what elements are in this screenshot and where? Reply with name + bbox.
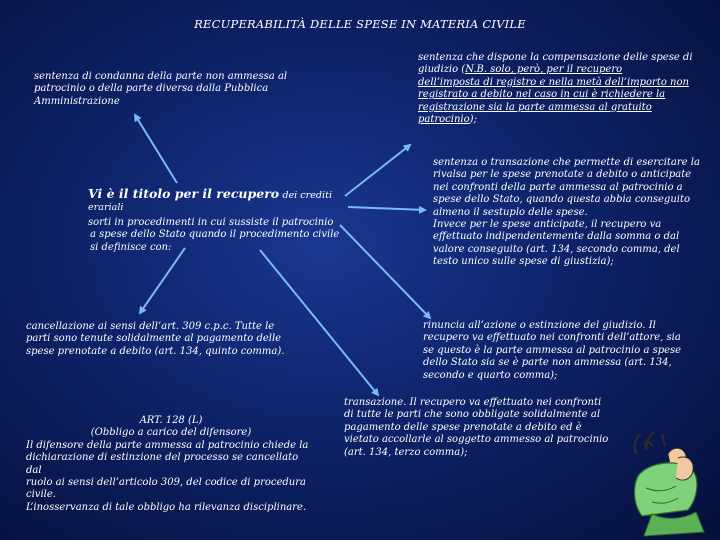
node-line-underlined: dell’imposta di registro e nella metà dell’importo non bbox=[418, 76, 689, 88]
node-line: cancellazione ai sensi dell’art. 309 c.p.c. Tutte le bbox=[26, 321, 275, 332]
central-heading bbox=[88, 188, 350, 215]
node-line: ruolo ai sensi dell’articolo 309, del codice di procedura bbox=[26, 477, 306, 489]
node-line: parti sono tenute solidalmente al pagamento delle bbox=[26, 333, 282, 345]
node-line: spese dello Stato, quando questa abbia conseguito bbox=[433, 194, 691, 206]
node-sentenza-condanna bbox=[34, 71, 304, 108]
node-line: dello Stato sia se è parte non ammessa (art. 134, bbox=[423, 357, 672, 369]
node-line: almeno il sestuplo delle spese. bbox=[433, 206, 588, 218]
node-rinuncia bbox=[423, 320, 708, 382]
arrow-to-middle-right bbox=[348, 207, 425, 210]
central-lead: Vi è il titolo per il recupero bbox=[88, 186, 280, 201]
node-text-underlined: patrocinio bbox=[418, 114, 470, 126]
arrow-to-lower-left bbox=[140, 248, 185, 313]
node-line-underlined: registrazione sia la parte ammessa al gratuito bbox=[418, 101, 652, 113]
node-line-mixed bbox=[418, 64, 708, 76]
node-line: pagamento delle spese prenotate a debito ed è bbox=[344, 421, 582, 433]
node-line: patrocinio o della parte diversa dalla Pubblica bbox=[34, 83, 269, 95]
node-line: se questo è la parte ammessa al patrocinio a spese bbox=[423, 344, 682, 356]
puzzled-figure-illustration bbox=[618, 418, 718, 538]
central-node bbox=[88, 188, 350, 254]
node-line: sentenza che dispone la compensazione delle spese di bbox=[418, 52, 693, 63]
node-line: effettuato indipendentemente dalla somma o dal bbox=[433, 231, 680, 243]
node-text: giudizio ( bbox=[418, 64, 466, 76]
node-line: rivalsa per le spese prenotate a debito o anticipate bbox=[433, 169, 692, 181]
node-sentenza-compensazione bbox=[418, 52, 708, 126]
node-line: recupero va effettuato nei confronti dell’attore, sia bbox=[423, 332, 681, 344]
node-line: di tutte le parti che sono obbligate solidalmente al bbox=[344, 409, 601, 421]
node-text-underlined: N.B. solo, però, per il recupero bbox=[465, 64, 623, 76]
node-line: dichiarazione di estinzione del processo se cancellato dal bbox=[26, 452, 299, 476]
central-line: a spese dello Stato quando il procedimento civile bbox=[90, 229, 340, 241]
central-line: sorti in procedimenti in cui sussiste il patrocinio bbox=[88, 216, 334, 228]
node-line: rinuncia all’azione o estinzione del giudizio. Il bbox=[423, 320, 656, 331]
arrow-to-top-right bbox=[345, 145, 410, 196]
node-text: ); bbox=[469, 114, 477, 126]
arrow-to-top-left bbox=[135, 115, 177, 183]
node-line: testo unico sulle spese di giustizia); bbox=[433, 256, 614, 268]
node-sentenza-transazione-rivalsa bbox=[433, 157, 715, 269]
node-art-128 bbox=[26, 415, 316, 514]
node-line: Amministrazione bbox=[34, 95, 120, 107]
node-line: valore conseguito (art. 134, secondo comma, del bbox=[433, 243, 680, 255]
article-heading: ART. 128 (L) bbox=[139, 415, 203, 426]
node-line: secondo e quarto comma); bbox=[423, 369, 558, 381]
node-line: nei confronti della parte ammessa al patrocinio a bbox=[433, 181, 683, 193]
central-lead-tail: dei crediti erariali bbox=[88, 190, 333, 214]
node-line: sentenza o transazione che permette di esercitare la bbox=[433, 157, 700, 168]
arrow-to-lower-right bbox=[340, 225, 430, 318]
node-line-mixed bbox=[418, 114, 708, 126]
node-line-underlined: registrato a debito nel caso in cui è richiedere la bbox=[418, 89, 666, 101]
node-line: transazione. Il recupero va effettuato nei confronti bbox=[344, 397, 602, 408]
node-line: Il difensore della parte ammessa al patrocinio chiede la bbox=[26, 439, 309, 451]
node-line: L’inosservanza di tale obbligo ha rilevanza disciplinare. bbox=[26, 501, 307, 513]
node-line: Invece per le spese anticipate, il recupero va bbox=[433, 219, 662, 231]
node-transazione bbox=[344, 397, 619, 459]
node-cancellazione bbox=[26, 321, 296, 358]
node-line: (art. 134, terzo comma); bbox=[344, 446, 468, 458]
node-line: civile. bbox=[26, 489, 56, 501]
node-line: vietato accollarle al soggetto ammesso al patrocinio bbox=[344, 434, 609, 446]
node-line: spese prenotate a debito (art. 134, quinto comma). bbox=[26, 345, 285, 357]
central-line: si definisce con: bbox=[90, 241, 172, 253]
article-subheading: (Obbligo a carico del difensore) bbox=[90, 427, 252, 439]
node-line: sentenza di condanna della parte non ammessa al bbox=[34, 71, 288, 82]
page-title: RECUPERABILITÀ DELLE SPESE IN MATERIA CIVILE bbox=[194, 17, 526, 31]
